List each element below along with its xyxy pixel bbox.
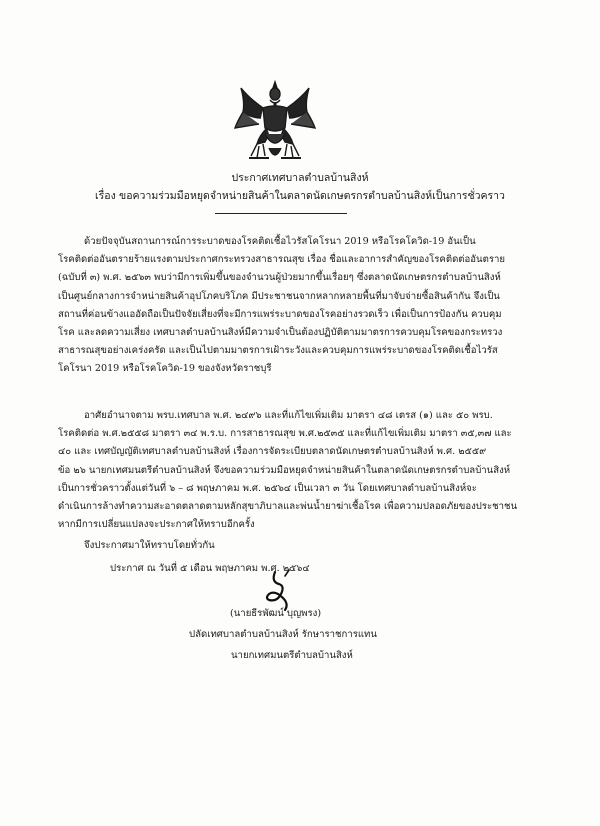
text-line: อาศัยอำนาจตาม พรบ.เทศบาล พ.ศ. ๒๔๙๖ และที่แก้ไขเพิ่มเติม มาตรา ๔๘ เตรส (๑) และ ๕๐ พรบ. (84, 410, 493, 421)
paragraph-authority (58, 407, 517, 534)
text-line: (ฉบับที่ ๓) พ.ศ. ๒๕๖๓ พบว่ามีการเพิ่มขึ้นของจำนวนผู้ป่วยมากขึ้นเรื่อยๆ ซึ่งตลาดนัดเกษตรกรตำบลบ้านสิงห์ (58, 272, 501, 284)
signer-name: (นายธีรพัฒน์ บุญพรง) (230, 608, 322, 619)
text-line: สาธารณสุขอย่างเคร่งครัด และเป็นไปตามมาตรการเฝ้าระวังและควบคุมการแพร่ระบาดของโรคติดเชื้อไวรัส (58, 345, 498, 357)
paragraph-situation (58, 233, 505, 379)
text-line: ดำเนินการล้างทำความสะอาดตลาดตามหลักสุขาภิบาลและพ่นน้ำยาฆ่าเชื้อโรค เพื่อความปลอดภัยของประชาชน (58, 500, 518, 512)
text-line: หากมีการเปลี่ยนแปลงจะประกาศให้ทราบอีกครั้ง (58, 519, 255, 531)
text-line: ด้วยปัจจุบันสถานการณ์การระบาดของโรคติดเชื้อไวรัสโคโรนา 2019 หรือโรคโควิด-19 อันเป็น (84, 236, 476, 247)
text-line: สถานที่ค่อนข้างแออัดถือเป็นปัจจัยเสี่ยงที่จะมีการแพร่ระบาดของโรคอย่างรวดเร็ว เพื่อเป็นการป้องกัน ควบคุม (58, 308, 502, 320)
garuda-emblem-icon (229, 78, 321, 164)
text-line: โคโรนา 2019 หรือโรคโควิด-19 ของจังหวัดราชบุรี (58, 363, 272, 375)
text-line: โรค และลดความเสี่ยง เทศบาลตำบลบ้านสิงห์มีความจำเป็นต้องปฏิบัติตามมาตรการควบคุมโรคของกระทรวง (58, 326, 503, 338)
text-line: โรคติดต่อ พ.ศ.๒๕๕๘ มาตรา ๓๔ พ.ร.บ. การสาธารณสุข พ.ศ.๒๕๓๕ และที่แก้ไขเพิ่มเติม มาตรา ๓๕,๓๗ และ (58, 428, 512, 440)
text-line: เป็นศูนย์กลางการจำหน่ายสินค้าอุปโภคบริโภค มีประชาชนจากหลากหลายพื้นที่มาจับจ่ายซื้อสินค้ากัน จึงเป็น (58, 290, 500, 302)
signer-position-title: นายกเทศมนตรีตำบลบ้านสิงห์ (231, 650, 353, 661)
announcement-line: จึงประกาศมาให้ทราบโดยทั่วกัน (84, 540, 215, 551)
subject-line: เรื่อง ขอความร่วมมือหยุดจำหน่ายสินค้าในตลาดนัดเกษตรกรตำบลบ้านสิงห์เป็นการชั่วคราว (95, 190, 505, 202)
text-line: ๔๐ และ เทศบัญญัติเทศบาลตำบลบ้านสิงห์ เรื่องการจัดระเบียบตลาดนัดเกษตรตำบลบ้านสิงห์ พ.ศ. ๒๕๕๙ (58, 446, 487, 458)
text-line: ข้อ ๒๖ นายกเทศมนตรีตำบลบ้านสิงห์ จึงขอความร่วมมือหยุดจำหน่ายสินค้าในตลาดนัดเกษตรกรตำบลบ้านสิงห์ (58, 464, 511, 476)
page-title: ประกาศเทศบาลตำบลบ้านสิงห์ (231, 172, 369, 184)
title-divider (215, 213, 347, 214)
signer-position: ปลัดเทศบาลตำบลบ้านสิงห์ รักษาราชการแทน (189, 629, 377, 640)
date-line: ประกาศ ณ วันที่ ๕ เดือน พฤษภาคม พ.ศ. ๒๕๖๔ (110, 563, 310, 574)
text-line: โรคติดต่ออันตรายร้ายแรงตามประกาศกระทรวงสาธารณสุข เรื่อง ชื่อและอาการสำคัญของโรคติดต่ออันตราย (58, 254, 505, 266)
text-line: เป็นการชั่วคราวตั้งแต่วันที่ ๖ – ๘ พฤษภาคม พ.ศ. ๒๕๖๔ เป็นเวลา ๓ วัน โดยเทศบาลตำบลบ้านสิงห์จะ (58, 482, 477, 494)
